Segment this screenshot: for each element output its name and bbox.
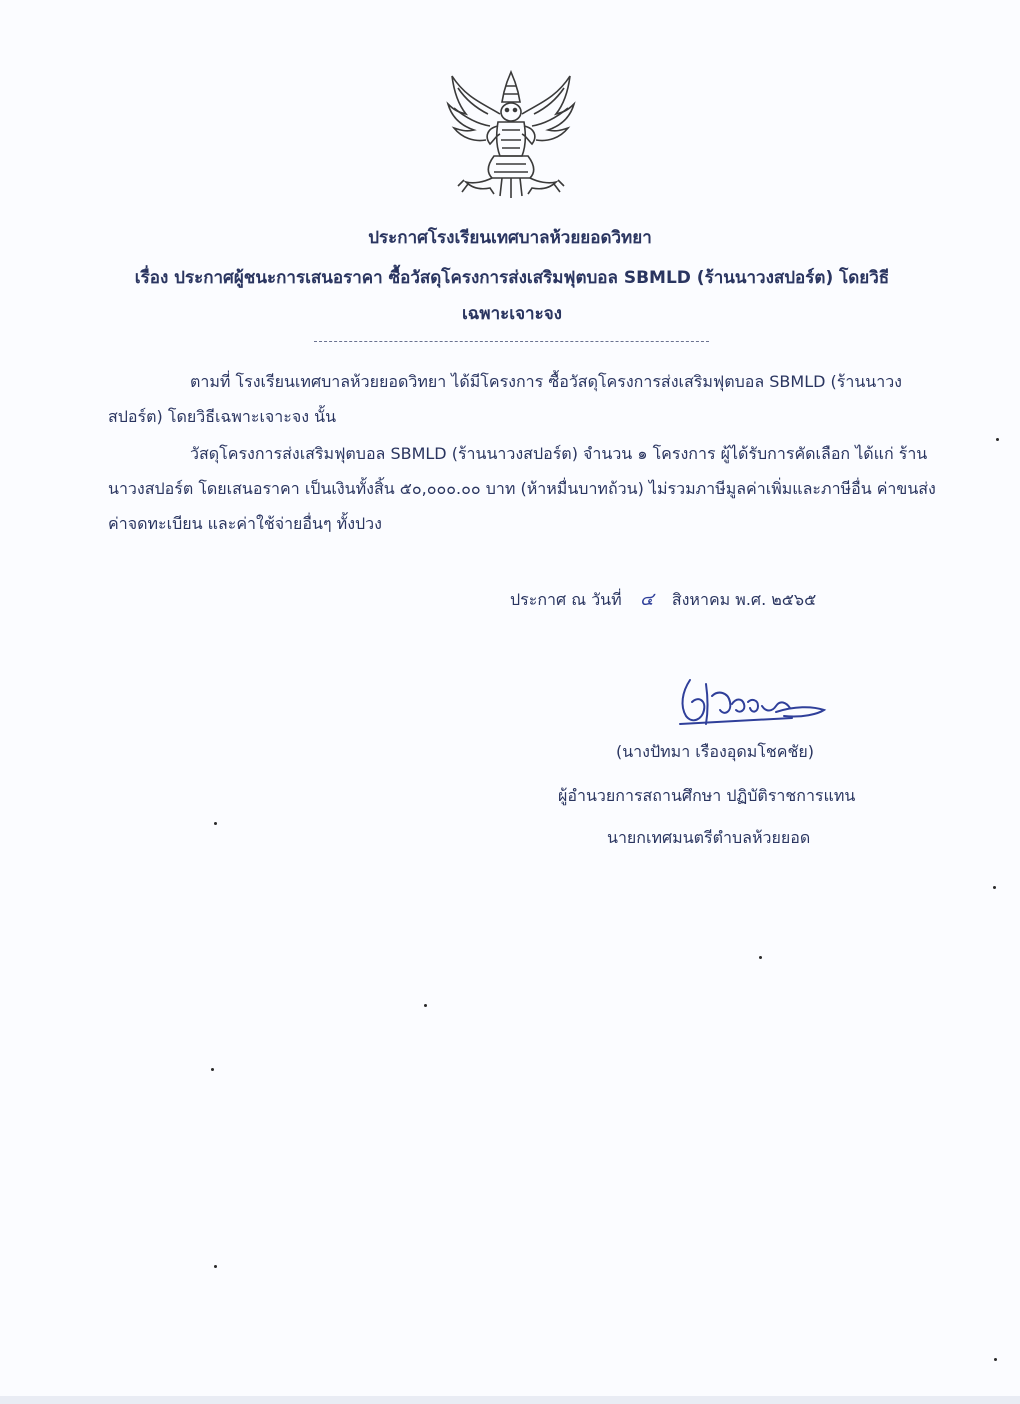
signatory-position: ผู้อำนวยการสถานศึกษา ปฏิบัติราชการแทน xyxy=(558,786,856,805)
announcement-title: ประกาศโรงเรียนเทศบาลห้วยยอดวิทยา xyxy=(368,228,652,248)
scan-speck xyxy=(214,822,217,825)
body-paragraph-1 xyxy=(108,364,943,434)
scan-speck xyxy=(996,438,999,441)
scan-bottom-edge xyxy=(0,1396,1020,1404)
date-month-year: สิงหาคม พ.ศ. ๒๕๖๕ xyxy=(671,590,817,609)
date-prefix: ประกาศ ณ วันที่ xyxy=(510,590,622,609)
body-paragraph-2 xyxy=(108,436,943,541)
scan-speck xyxy=(214,1265,217,1268)
scan-speck xyxy=(993,886,996,889)
announcement-subject: เรื่อง ประกาศผู้ชนะการเสนอราคา ซื้อวัสดุโครงการส่งเสริมฟุตบอล SBMLD (ร้านนาวงสปอร์ต) โดยวิธีเฉพาะเจาะจง xyxy=(134,268,890,324)
scan-speck xyxy=(211,1068,214,1071)
scan-speck xyxy=(424,1004,427,1007)
signatory-name: (นางปัทมา เรืองอุดมโชคชัย) xyxy=(616,742,814,761)
handwritten-signature xyxy=(672,672,832,736)
garuda-emblem-icon xyxy=(444,68,578,200)
announcement-date xyxy=(510,584,816,613)
paragraph-1-text: ตามที่ โรงเรียนเทศบาลห้วยยอดวิทยา ได้มีโครงการ ซื้อวัสดุโครงการส่งเสริมฟุตบอล SBMLD (ร้านนาวงสปอร์ต) โดยวิธีเฉพาะเจาะจง นั้น xyxy=(108,372,902,426)
date-day-handwritten: ๔ xyxy=(639,589,654,610)
scan-speck xyxy=(994,1358,997,1361)
signatory-office: นายกเทศมนตรีตำบลห้วยยอด xyxy=(607,828,811,847)
scan-speck xyxy=(759,956,762,959)
dashed-divider xyxy=(314,341,709,342)
paragraph-2-text: วัสดุโครงการส่งเสริมฟุตบอล SBMLD (ร้านนาวงสปอร์ต) จำนวน ๑ โครงการ ผู้ได้รับการคัดเลือก ได้แก่ ร้านนาวงสปอร์ต โดยเสนอราคา เป็นเงินทั้งสิ้น ๕๐,๐๐๐.๐๐ บาท (ห้าหมื่นบาทถ้วน) ไม่รวมภาษีมูลค่าเพิ่มและภาษีอื่น ค่าขนส่ง ค่าจดทะเบียน และค่าใช้จ่ายอื่นๆ ทั้งปวง xyxy=(108,444,936,533)
